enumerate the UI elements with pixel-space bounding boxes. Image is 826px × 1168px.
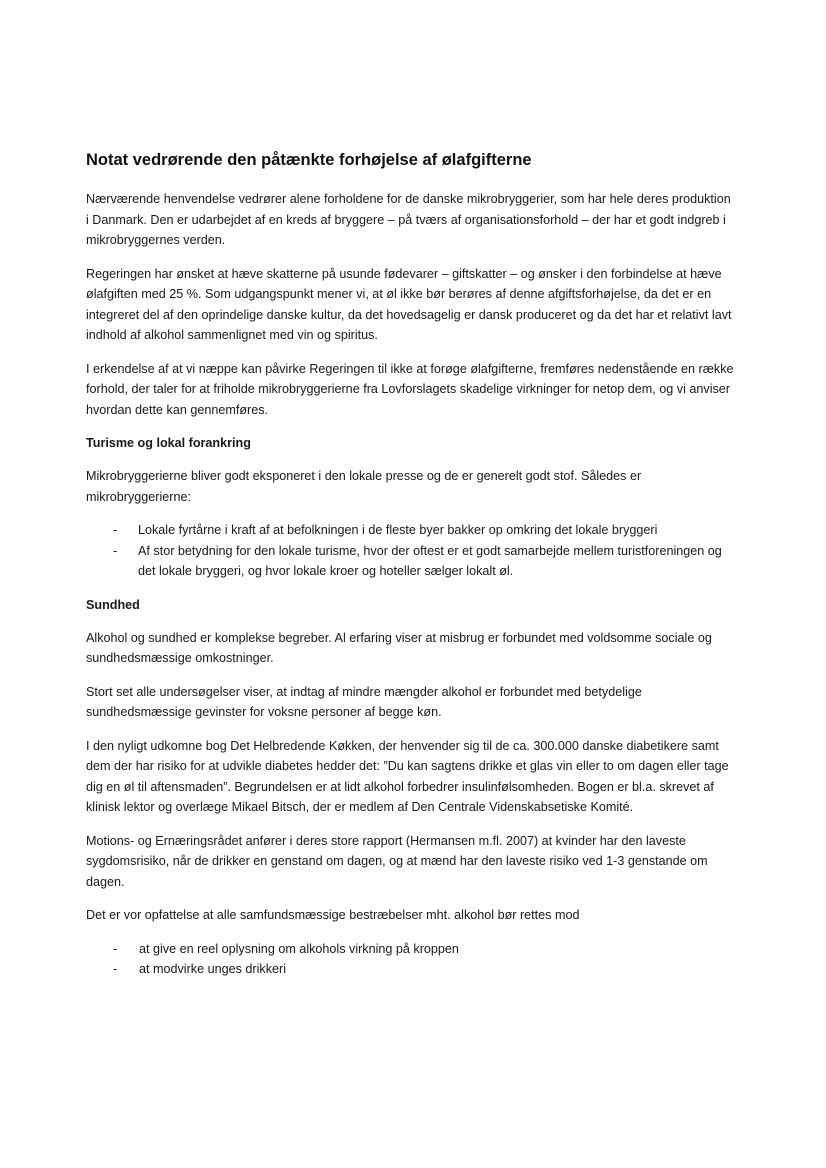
list-item-text: Af stor betydning for den lokale turisme, hvor der oftest er et godt samarbejde mellem turistforeningen og det lokale bryggeri, og hvor lokale kroer og hoteller sælger lokalt øl. bbox=[138, 543, 722, 578]
list-item bbox=[86, 959, 736, 980]
document-body bbox=[86, 149, 736, 993]
list-item-text: Lokale fyrtårne i kraft af at befolkningen i de fleste byer bakker op omkring det lokale bryggeri bbox=[138, 523, 658, 537]
list-item-text: at give en reel oplysning om alkohols virkning på kroppen bbox=[139, 941, 459, 956]
paragraph-sundhed-1: Alkohol og sundhed er komplekse begreber. Al erfaring viser at misbrug er forbundet med voldsomme sociale og sundhedsmæssige omkostninger. bbox=[86, 630, 712, 665]
document-title: Notat vedrørende den påtænkte forhøjelse af ølafgifterne bbox=[86, 151, 532, 169]
list-item bbox=[86, 939, 736, 960]
list-item bbox=[86, 541, 736, 582]
sundhed-list bbox=[86, 939, 736, 980]
section-heading-turisme: Turisme og lokal forankring bbox=[86, 436, 251, 450]
turisme-list bbox=[86, 520, 736, 582]
paragraph-sundhed-4: Motions- og Ernæringsrådet anfører i deres store rapport (Hermansen m.fl. 2007) at kvinder har den laveste sygdomsrisiko, når de drikker en genstand om dagen, og at mænd har den laveste risiko ved 1-3 genstande om dagen. bbox=[86, 833, 708, 889]
dash-bullet: - bbox=[113, 962, 118, 976]
paragraph-sundhed-5: Det er vor opfattelse at alle samfundsmæssige bestræbelser mht. alkohol bør rettes mod bbox=[86, 908, 580, 922]
list-item bbox=[86, 520, 736, 541]
paragraph-turisme: Mikrobryggerierne bliver godt eksponeret i den lokale presse og de er generelt godt stof. Således er mikrobryggerierne: bbox=[86, 469, 642, 504]
paragraph-regeringen: Regeringen har ønsket at hæve skatterne på usunde fødevarer – giftskatter – og ønsker i den forbindelse at hæve ølafgiften med 25 %. Som udgangspunkt mener vi, at øl ikke bør berøres af denne afgiftsforhøjelse, da det er en integreret del af den oprindelige danske kultur, da det hovedsagelig er dansk produceret og da det har et relativt lavt indhold af alkohol sammenlignet med vin og spiritus. bbox=[86, 266, 732, 342]
dash-bullet: - bbox=[113, 523, 118, 537]
intro-paragraph: Nærværende henvendelse vedrører alene forholdene for de danske mikrobryggerier, som har hele deres produktion i Danmark. Den er udarbejdet af en kreds af bryggere – på tværs af organisationsforhold – der har et godt indgreb i mikrobryggernes verden. bbox=[86, 192, 731, 247]
section-heading-sundhed: Sundhed bbox=[86, 597, 140, 612]
paragraph-sundhed-2: Stort set alle undersøgelser viser, at indtag af mindre mængder alkohol er forbundet med betydelige sundhedsmæssige gevinster for voksne personer af begge køn. bbox=[86, 684, 642, 719]
paragraph-erkendelse: I erkendelse af at vi næppe kan påvirke Regeringen til ikke at forøge ølafgifterne, fremføres nedenstående en række forhold, der taler for at friholde mikrobryggerierne fra Lovforslagets skadelige virkninger for netop dem, og vi anviser hvordan dette kan gennemføres. bbox=[86, 361, 734, 417]
dash-bullet: - bbox=[113, 941, 118, 956]
list-item-text: at modvirke unges drikkeri bbox=[139, 962, 286, 976]
paragraph-sundhed-3: I den nyligt udkomne bog Det Helbredende Køkken, der henvender sig til de ca. 300.000 danske diabetikere samt dem der har risiko for at udvikle diabetes hedder det: ”Du kan sagtens drikke et glas vin eller to om dagen eller tage dig en øl til aftensmaden”. Begrundelsen er at lidt alkohol forbedrer insulinfølsomheden. Bogen er bl.a. skrevet af klinisk lektor og overlæge Mikael Bitsch, der er medlem af Den Centrale Videnskabsetiske Komité. bbox=[86, 738, 729, 814]
dash-bullet: - bbox=[113, 543, 118, 558]
